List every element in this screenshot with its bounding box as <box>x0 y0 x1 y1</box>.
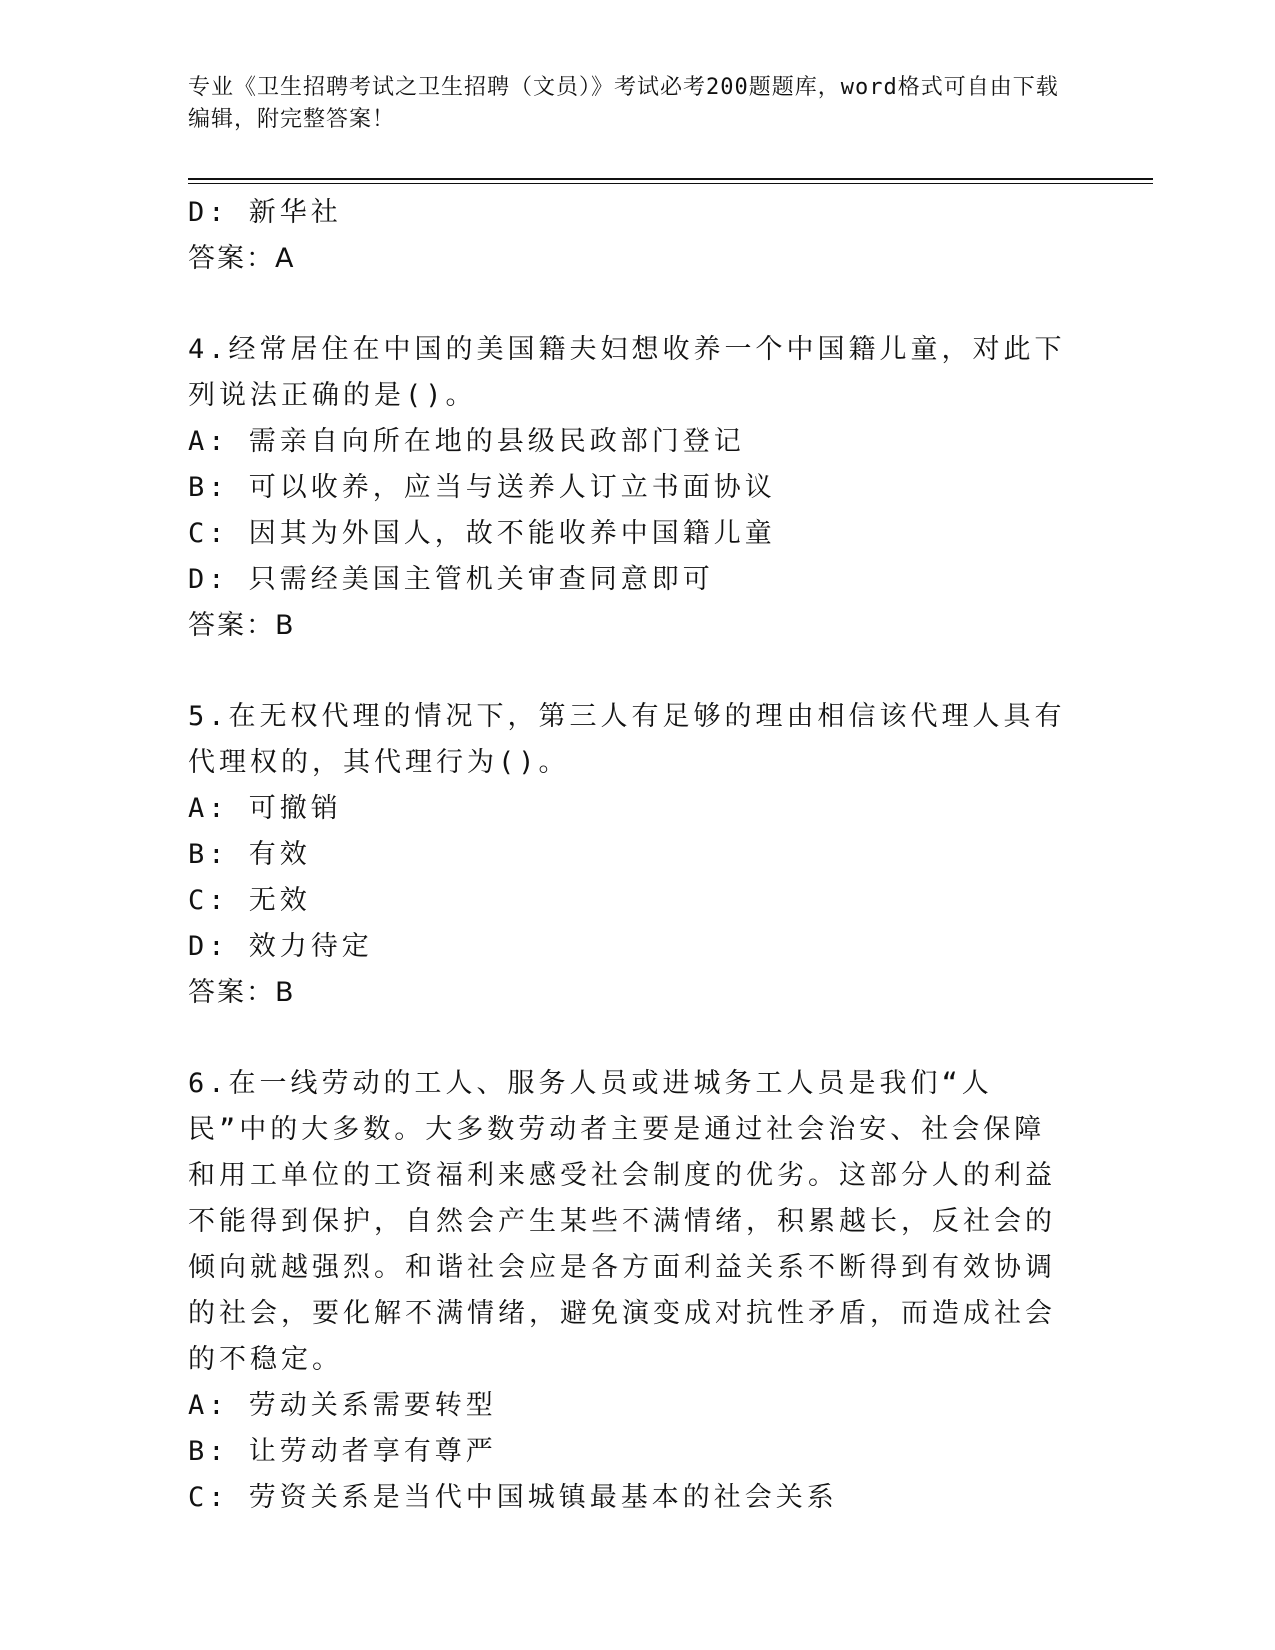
q6-option-c: C: 劳资关系是当代中国城镇最基本的社会关系 <box>188 1482 838 1513</box>
q6-option-b: B: 让劳动者享有尊严 <box>188 1436 497 1467</box>
spacer <box>188 282 1068 327</box>
q3-answer: 答案：A <box>188 243 296 274</box>
q5-option-c: C: 无效 <box>188 885 311 916</box>
q4-option-c: C: 因其为外国人，故不能收养中国籍儿童 <box>188 518 776 549</box>
q4-question: 4.经常居住在中国的美国籍夫妇想收养一个中国籍儿童，对此下列说法正确的是()。 <box>188 334 1066 411</box>
q3-option-d: D: 新华社 <box>188 197 342 228</box>
q6-option-a: A: 劳动关系需要转型 <box>188 1390 497 1421</box>
q4-answer: 答案：B <box>188 610 296 641</box>
q4-option-a: A: 需亲自向所在地的县级民政部门登记 <box>188 426 745 457</box>
header-divider-thick <box>188 178 1153 180</box>
spacer <box>188 649 1068 694</box>
spacer <box>188 1016 1068 1061</box>
page-header: 专业《卫生招聘考试之卫生招聘（文员）》考试必考200题题库，word格式可自由下载编辑，附完整答案！ <box>188 75 1059 132</box>
q5-option-d: D: 效力待定 <box>188 931 373 962</box>
document-body <box>188 190 1068 1521</box>
header-divider-thin <box>188 183 1153 184</box>
q5-answer: 答案：B <box>188 977 296 1008</box>
q5-question: 5.在无权代理的情况下，第三人有足够的理由相信该代理人具有代理权的，其代理行为()。 <box>188 701 1066 778</box>
q5-option-a: A: 可撤销 <box>188 793 342 824</box>
q5-option-b: B: 有效 <box>188 839 311 870</box>
q6-question: 6.在一线劳动的工人、服务人员或进城务工人员是我们“人民”中的大多数。大多数劳动者主要是通过社会治安、社会保障和用工单位的工资福利来感受社会制度的优劣。这部分人的利益不能得到保护，自然会产生某些不满情绪，积累越长，反社会的倾向就越强烈。和谐社会应是各方面利益关系不断得到有效协调的社会，要化解不满情绪，避免演变成对抗性矛盾，而造成社会的不稳定。 <box>188 1068 1056 1375</box>
q4-option-b: B: 可以收养，应当与送养人订立书面协议 <box>188 472 776 503</box>
q4-option-d: D: 只需经美国主管机关审查同意即可 <box>188 564 714 595</box>
